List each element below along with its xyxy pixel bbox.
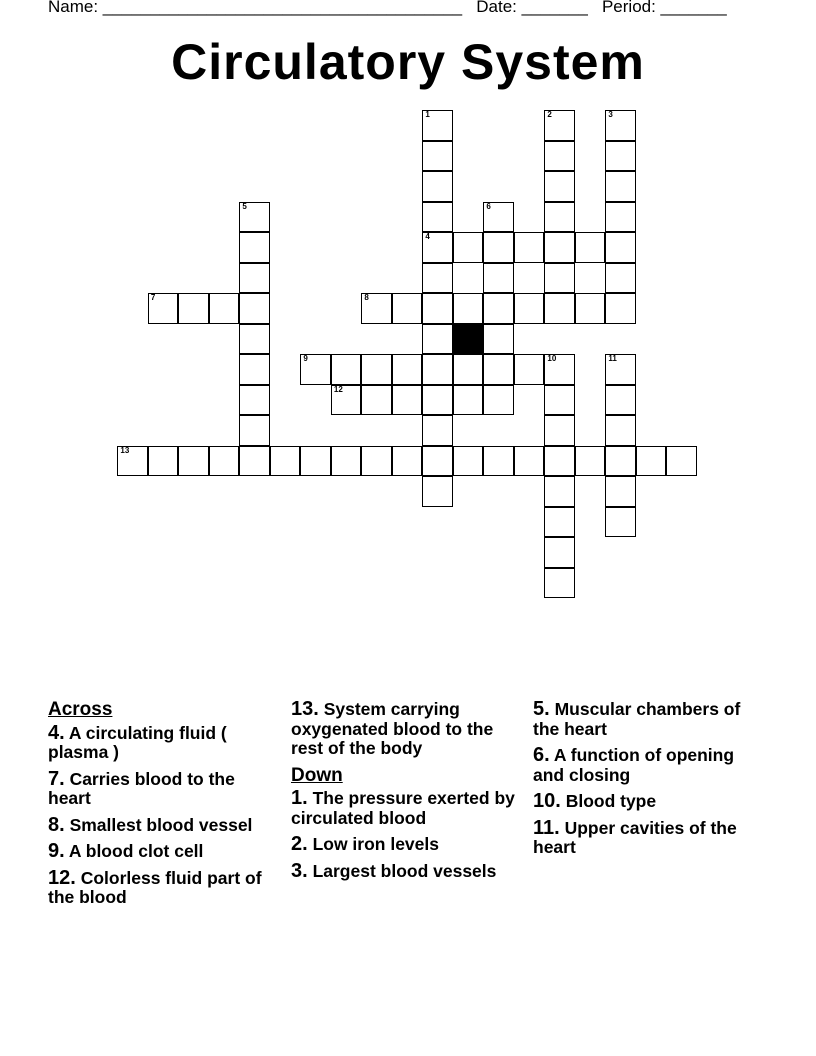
- grid-cell[interactable]: [605, 446, 636, 477]
- grid-cell[interactable]: [605, 202, 636, 233]
- clue-across-12: 12. Colorless fluid part of the blood: [48, 866, 262, 908]
- grid-cell[interactable]: [331, 446, 362, 477]
- grid-cell[interactable]: [605, 354, 636, 385]
- down-heading: Down: [291, 764, 343, 786]
- grid-cell[interactable]: [544, 507, 575, 538]
- clue-down-2: 2. Low iron levels: [291, 833, 439, 856]
- grid-cell[interactable]: [575, 232, 606, 263]
- grid-cell[interactable]: [575, 293, 606, 324]
- grid-cell[interactable]: [178, 293, 209, 324]
- grid-cell[interactable]: [422, 476, 453, 507]
- grid-cell[interactable]: [148, 293, 179, 324]
- clue-number: 3: [608, 110, 613, 120]
- grid-cell[interactable]: [361, 293, 392, 324]
- grid-cell[interactable]: [544, 232, 575, 263]
- grid-cell[interactable]: [239, 263, 270, 294]
- grid-cell[interactable]: [483, 446, 514, 477]
- clue-down-1: 1. The pressure exerted by circulated blood: [291, 787, 515, 828]
- grid-cell[interactable]: [392, 293, 423, 324]
- clue-down-6: 6. A function of opening and closing: [533, 744, 735, 785]
- grid-cell[interactable]: [666, 446, 697, 477]
- grid-cell[interactable]: [422, 324, 453, 355]
- grid-cell[interactable]: [239, 354, 270, 385]
- grid-cell[interactable]: [605, 476, 636, 507]
- clue-number: 12: [333, 384, 343, 394]
- clue-number: 9: [303, 354, 308, 364]
- grid-cell[interactable]: [209, 446, 240, 477]
- clue-across-4: 4. A circulating fluid ( plasma ): [48, 721, 227, 763]
- grid-cell[interactable]: [239, 202, 270, 233]
- grid-cell[interactable]: [453, 385, 484, 416]
- grid-cell[interactable]: [239, 446, 270, 477]
- name-field-label: Name: ______________________________________: [48, 0, 463, 16]
- clue-number: 6: [486, 201, 491, 211]
- grid-cell[interactable]: [514, 354, 545, 385]
- grid-cell[interactable]: [544, 263, 575, 294]
- clue-column-2: [291, 700, 523, 888]
- grid-cell[interactable]: [422, 263, 453, 294]
- clue-number: 8: [364, 293, 369, 303]
- grid-cell[interactable]: [605, 385, 636, 416]
- black-square: [453, 324, 484, 355]
- grid-cell[interactable]: [239, 385, 270, 416]
- grid-cell[interactable]: [300, 354, 331, 385]
- grid-cell[interactable]: [422, 354, 453, 385]
- grid-cell[interactable]: [422, 293, 453, 324]
- clue-across-8: 8. Smallest blood vessel: [48, 813, 253, 836]
- grid-cell[interactable]: [514, 293, 545, 324]
- grid-cell[interactable]: [544, 202, 575, 233]
- grid-cell[interactable]: [483, 232, 514, 263]
- grid-cell[interactable]: [483, 324, 514, 355]
- grid-cell[interactable]: [605, 507, 636, 538]
- grid-cell[interactable]: [117, 446, 148, 477]
- grid-cell[interactable]: [544, 476, 575, 507]
- clue-column-3: [533, 700, 765, 865]
- grid-cell[interactable]: [453, 293, 484, 324]
- clue-across-7: 7. Carries blood to the heart: [48, 767, 235, 809]
- grid-cell[interactable]: [392, 385, 423, 416]
- grid-cell[interactable]: [605, 293, 636, 324]
- grid-cell[interactable]: [422, 232, 453, 263]
- grid-cell[interactable]: [544, 171, 575, 202]
- clue-number: 13: [120, 445, 130, 455]
- grid-cell[interactable]: [331, 385, 362, 416]
- grid-cell[interactable]: [605, 415, 636, 446]
- grid-cell[interactable]: [239, 232, 270, 263]
- grid-cell[interactable]: [392, 354, 423, 385]
- grid-cell[interactable]: [422, 385, 453, 416]
- grid-cell[interactable]: [453, 446, 484, 477]
- grid-cell[interactable]: [422, 202, 453, 233]
- grid-cell[interactable]: [148, 446, 179, 477]
- grid-cell[interactable]: [483, 263, 514, 294]
- grid-cell[interactable]: [422, 446, 453, 477]
- grid-cell[interactable]: [453, 232, 484, 263]
- clue-number: 11: [608, 354, 617, 364]
- grid-cell[interactable]: [209, 293, 240, 324]
- grid-cell[interactable]: [544, 537, 575, 568]
- grid-cell[interactable]: [361, 354, 392, 385]
- clue-down-11: 11. Upper cavities of the heart: [533, 816, 737, 857]
- across-heading: Across: [48, 699, 113, 720]
- grid-cell[interactable]: [544, 415, 575, 446]
- clue-across-9: 9. A blood clot cell: [48, 840, 204, 863]
- grid-cell[interactable]: [422, 171, 453, 202]
- grid-cell[interactable]: [270, 446, 301, 477]
- grid-cell[interactable]: [239, 324, 270, 355]
- clue-number: 7: [150, 293, 156, 303]
- clue-down-5: 5. Muscular chambers of the heart: [533, 698, 741, 739]
- grid-cell[interactable]: [514, 446, 545, 477]
- grid-cell[interactable]: [605, 141, 636, 172]
- grid-cell[interactable]: [544, 141, 575, 172]
- grid-cell[interactable]: [300, 446, 331, 477]
- clue-number: 5: [242, 201, 247, 211]
- grid-cell[interactable]: [605, 171, 636, 202]
- clue-across-13: 13. System carrying oxygenated blood to the rest of the body: [291, 698, 494, 758]
- grid-cell[interactable]: [178, 446, 209, 477]
- clue-number: 4: [425, 232, 430, 242]
- date-field-label: Date: _______: [476, 0, 588, 16]
- grid-cell[interactable]: [514, 232, 545, 263]
- period-field-label: Period: _______: [601, 0, 727, 16]
- grid-cell[interactable]: [544, 446, 575, 477]
- clue-down-3: 3. Largest blood vessels: [291, 859, 497, 882]
- grid-cell[interactable]: [392, 446, 423, 477]
- grid-cell[interactable]: [422, 110, 453, 141]
- grid-cell[interactable]: [544, 568, 575, 599]
- grid-cell[interactable]: [483, 293, 514, 324]
- grid-cell[interactable]: [544, 385, 575, 416]
- grid-cell[interactable]: [575, 446, 606, 477]
- clue-number: 2: [547, 110, 552, 120]
- grid-cell[interactable]: [361, 385, 392, 416]
- grid-cell[interactable]: [636, 446, 667, 477]
- grid-cell[interactable]: [422, 415, 453, 446]
- grid-cell[interactable]: [544, 354, 575, 385]
- grid-cell[interactable]: [422, 141, 453, 172]
- grid-cell[interactable]: [331, 354, 362, 385]
- grid-cell[interactable]: [544, 110, 575, 141]
- grid-cell[interactable]: [453, 354, 484, 385]
- grid-cell[interactable]: [239, 293, 270, 324]
- grid-cell[interactable]: [483, 385, 514, 416]
- clue-column-1: [48, 700, 280, 915]
- clue-number: 1: [425, 110, 430, 120]
- page-title: Circulatory System: [171, 34, 645, 90]
- grid-cell[interactable]: [361, 446, 392, 477]
- grid-cell[interactable]: [605, 232, 636, 263]
- clue-number: 10: [547, 354, 557, 364]
- clue-down-10: 10. Blood type: [533, 790, 657, 812]
- grid-cell[interactable]: [239, 415, 270, 446]
- grid-cell[interactable]: [483, 354, 514, 385]
- grid-cell[interactable]: [605, 263, 636, 294]
- grid-cell[interactable]: [483, 202, 514, 233]
- grid-cell[interactable]: [605, 110, 636, 141]
- grid-cell[interactable]: [544, 293, 575, 324]
